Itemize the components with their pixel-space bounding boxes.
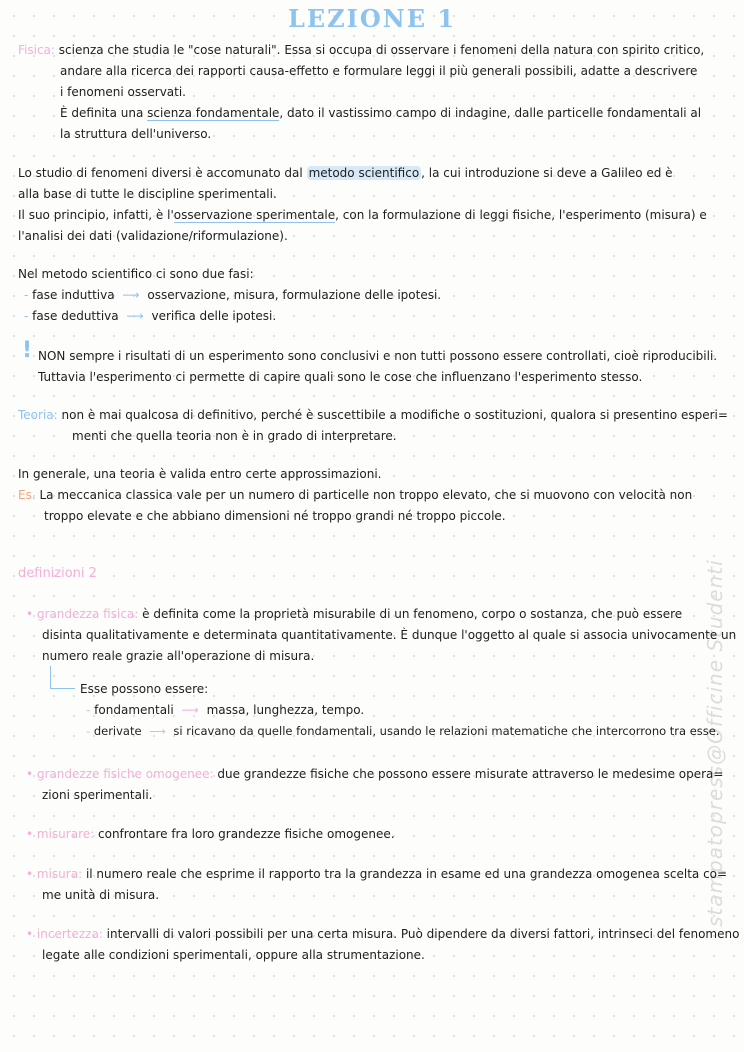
fisica-line-3: i fenomeni osservati. bbox=[60, 85, 186, 99]
teoria-text-1: non è mai qualcosa di definitivo, perché è suscettibile a modifiche o sostituzioni, qualora si presentino esperi= bbox=[61, 408, 728, 422]
metodo-line-1 bbox=[18, 165, 673, 181]
grandezza-line-3: numero reale grazie all'operazione di misura. bbox=[42, 649, 315, 663]
fisica-text-1: scienza che studia le "cose naturali". Essa si occupa di osservare i fenomeni della natura con spirito critico, bbox=[58, 43, 705, 57]
incertezza-text-1: intervalli di valori possibili per una certa misura. Può dipendere da diversi fattori, intrinseci del fenomeno bbox=[106, 927, 740, 941]
grandezza-line-1 bbox=[26, 606, 682, 622]
misura-text-1: il numero reale che esprime il rapporto tra la grandezza in esame ed una grandezza omogenea scelta co= bbox=[85, 867, 728, 881]
fondamentali-desc: massa, lunghezza, tempo. bbox=[206, 703, 365, 717]
dash-icon: - bbox=[24, 288, 29, 302]
arrow-right-icon: ⟶ bbox=[122, 288, 140, 302]
misura-line-2: me unità di misura. bbox=[42, 888, 160, 902]
fase-deduttiva-desc: verifica delle ipotesi. bbox=[151, 309, 277, 323]
fase-induttiva-item bbox=[24, 287, 441, 303]
teoria-line-2: menti che quella teoria non è in grado di interpretare. bbox=[72, 429, 397, 443]
teoria-label: Teoria: bbox=[18, 408, 58, 422]
incertezza-term: incertezza: bbox=[36, 927, 103, 941]
fisica-label: Fisica: bbox=[18, 43, 55, 57]
incertezza-line-2: legate alle condizioni sperimentali, oppure alla strumentazione. bbox=[42, 948, 425, 962]
generale-line-1: In generale, una teoria è valida entro certe approssimazioni. bbox=[18, 467, 382, 481]
fase-deduttiva-name: fase deduttiva bbox=[32, 309, 119, 323]
grandezza-term: grandezza fisica: bbox=[36, 607, 139, 621]
grandezza-sub-intro: Esse possono essere: bbox=[80, 682, 209, 696]
derivate-item bbox=[86, 723, 720, 739]
omogenee-text-1: due grandezze fisiche che possono essere misurate attraverso le medesime opera= bbox=[217, 767, 724, 781]
metodo-scientifico-highlight: metodo scientifico bbox=[308, 166, 420, 180]
metodo-line-4: l'analisi dei dati (validazione/riformulazione). bbox=[18, 229, 288, 243]
fisica-line-5: la struttura dell'universo. bbox=[60, 127, 212, 141]
grandezza-text-1: è definita come la proprietà misurabile di un fenomeno, corpo o sostanza, che può essere bbox=[142, 607, 683, 621]
derivate-name: derivate bbox=[93, 724, 142, 738]
fisica-line-2: andare alla ricerca dei rapporti causa-effetto e formulare leggi il più generali possibili, adatte a descrivere bbox=[60, 64, 698, 78]
misura-line-1 bbox=[26, 866, 727, 882]
es-line-2: troppo elevate e che abbiano dimensioni né troppo grandi né troppo piccole. bbox=[44, 509, 506, 523]
fisica-text-4a: È definita una bbox=[60, 106, 144, 120]
exclamation-icon: ! bbox=[22, 338, 33, 363]
bullet-icon: • bbox=[26, 867, 34, 881]
metodo-text-3c: , con la formulazione di leggi fisiche, l'esperimento (misura) e bbox=[335, 208, 707, 222]
misurare-term: misurare: bbox=[36, 827, 95, 841]
non-line-2: Tuttavia l'esperimento ci permette di capire quali sono le cose che influenzano l'esperimento stesso. bbox=[38, 370, 643, 384]
fisica-text-4c: , dato il vastissimo campo di indagine, dalle particelle fondamentali al bbox=[279, 106, 702, 120]
arrow-right-icon: ⟶ bbox=[181, 703, 199, 717]
incertezza-line-1 bbox=[26, 926, 739, 942]
es-text-1: La meccanica classica vale per un numero di particelle non troppo elevato, che si muovono con velocità non bbox=[39, 488, 693, 502]
dash-icon: - bbox=[24, 309, 29, 323]
derivate-desc: si ricavano da quelle fondamentali, usando le relazioni matematiche che intercorrono tra esse. bbox=[173, 724, 720, 738]
fase-induttiva-desc: osservazione, misura, formulazione delle ipotesi. bbox=[147, 288, 442, 302]
arrow-right-icon: ⟶ bbox=[149, 724, 166, 738]
non-line-1: NON sempre i risultati di un esperimento sono conclusivi e non tutti possono essere controllati, cioè riproducibili. bbox=[38, 349, 718, 363]
es-label: Es. bbox=[18, 488, 36, 502]
fondamentali-item bbox=[86, 702, 364, 718]
arrow-right-icon: ⟶ bbox=[126, 309, 144, 323]
omogenee-term: grandezze fisiche omogenee: bbox=[36, 767, 214, 781]
scienza-fondamentale-highlight: scienza fondamentale bbox=[147, 106, 280, 120]
fase-deduttiva-item bbox=[24, 308, 276, 324]
fisica-line-1 bbox=[18, 42, 704, 58]
grandezza-line-2: disinta qualitativamente e determinata quantitativamente. È dunque l'oggetto al quale si associa univocamente un bbox=[42, 628, 737, 642]
page-title: LEZIONE 1 bbox=[287, 4, 457, 33]
metodo-text-1c: , la cui introduzione si deve a Galileo ed è bbox=[421, 166, 673, 180]
metodo-line-2: alla base di tutte le discipline sperimentali. bbox=[18, 187, 277, 201]
fasi-intro: Nel metodo scientifico ci sono due fasi: bbox=[18, 267, 254, 281]
bracket-arrow-icon bbox=[50, 666, 75, 689]
omogenee-line-2: zioni sperimentali. bbox=[42, 788, 153, 802]
bullet-icon: • bbox=[26, 927, 34, 941]
dash-icon: - bbox=[86, 724, 91, 738]
teoria-line-1 bbox=[18, 407, 728, 423]
metodo-line-3 bbox=[18, 207, 707, 223]
misurare-text-1: confrontare fra loro grandezze fisiche omogenee. bbox=[98, 827, 395, 841]
definizioni-heading: definizioni 2 bbox=[18, 566, 97, 581]
watermark: stampatopress@Officine Studenti bbox=[703, 559, 727, 927]
bullet-icon: • bbox=[26, 607, 34, 621]
dash-icon: - bbox=[86, 703, 91, 717]
osservazione-sperimentale-highlight: osservazione sperimentale bbox=[173, 208, 336, 222]
es-line-1 bbox=[18, 487, 692, 503]
omogenee-line-1 bbox=[26, 766, 723, 782]
fisica-line-4 bbox=[60, 105, 701, 121]
metodo-text-1a: Lo studio di fenomeni diversi è accomunato dal bbox=[18, 166, 303, 180]
metodo-text-3a: Il suo principio, infatti, è l' bbox=[18, 208, 174, 222]
fase-induttiva-name: fase induttiva bbox=[32, 288, 115, 302]
misura-term: misura: bbox=[36, 867, 83, 881]
misurare-line-1 bbox=[26, 826, 395, 842]
fondamentali-name: fondamentali bbox=[94, 703, 174, 717]
bullet-icon: • bbox=[26, 827, 34, 841]
bullet-icon: • bbox=[26, 767, 34, 781]
